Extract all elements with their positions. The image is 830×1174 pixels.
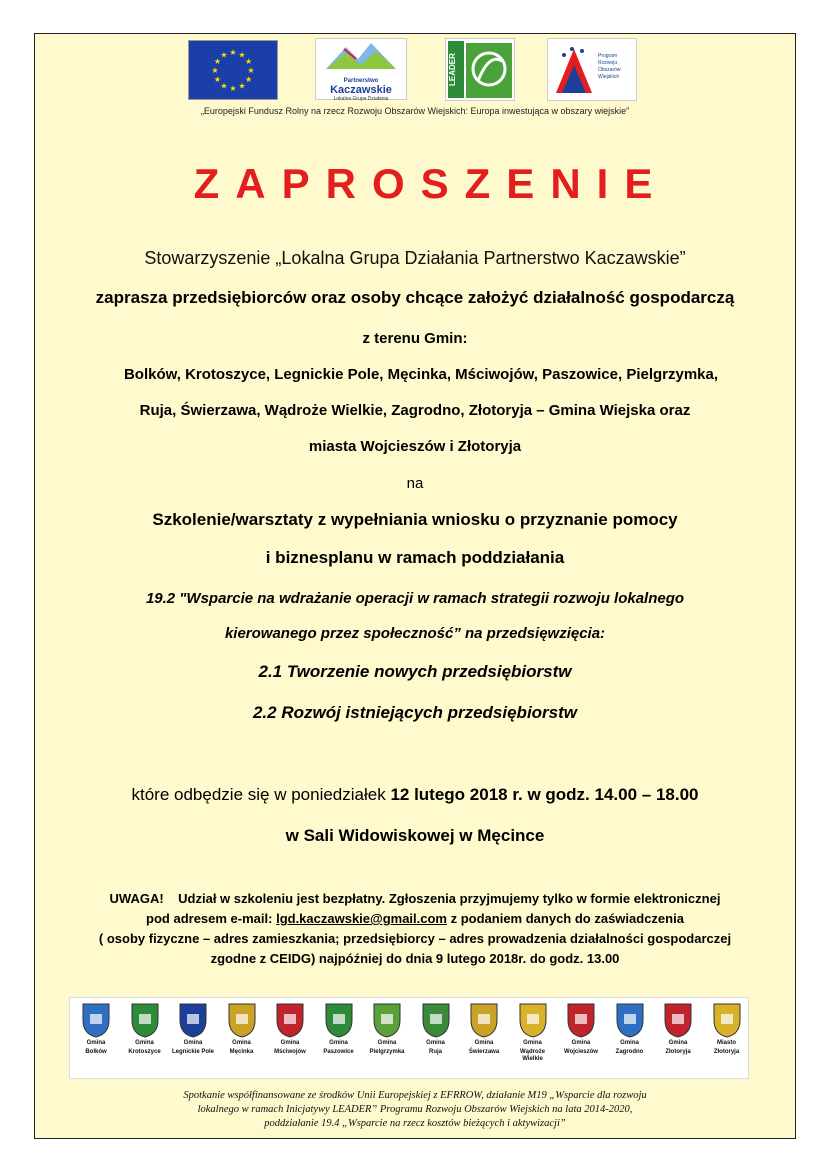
crest-label-2: Bolków <box>85 1049 107 1055</box>
crest-shield-icon <box>324 1002 354 1038</box>
eu-star-icon: ★ <box>211 66 219 75</box>
gmina-crest <box>607 1002 653 1056</box>
crest-shield-icon <box>372 1002 402 1038</box>
kaczawskie-logo <box>315 38 407 100</box>
prow-flag-icon <box>552 43 596 97</box>
gmina-crest <box>461 1002 507 1056</box>
eu-star-icon: ★ <box>247 66 255 75</box>
gmina-crest <box>73 1002 119 1056</box>
project-2: 2.2 Rozwój istniejących przedsiębiorstw <box>252 703 578 722</box>
crest-shield-icon <box>566 1002 596 1038</box>
eu-star-icon: ★ <box>229 48 237 57</box>
crest-label-1: Gmina <box>329 1040 348 1046</box>
event-when-prefix: które odbędzie się w poniedziałek <box>131 785 391 804</box>
notes-line-2-suffix: z podaniem danych do zaświadczenia <box>447 911 684 926</box>
crest-label-2: Mściwojów <box>274 1049 306 1055</box>
crest-label-1: Gmina <box>474 1040 494 1046</box>
kaczawskie-sub: Lokalna Grupa Działania <box>333 96 389 102</box>
footer-line-2: lokalnego w ramach Inicjatywy LEADER” Programu Rozwoju Obszarów Wiejskich na lata 2014-2020, <box>197 1104 633 1115</box>
gmina-crest <box>316 1002 362 1056</box>
area-intro: z terenu Gmin: <box>362 330 468 347</box>
crest-label-2: Pielgrzymka <box>369 1049 405 1055</box>
gmina-crest <box>170 1002 216 1056</box>
gmina-crest <box>122 1002 168 1056</box>
crest-label-1: Gmina <box>426 1040 445 1046</box>
event-when <box>35 785 795 805</box>
invite-line: zaprasza przedsiębiorców oraz osoby chcące założyć działalność gospodarczą <box>95 288 735 307</box>
crest-label-1: Gmina <box>377 1040 397 1046</box>
crest-shield-icon <box>421 1002 451 1038</box>
eu-star-icon: ★ <box>245 75 253 84</box>
project-1: 2.1 Tworzenie nowych przedsiębiorstw <box>258 662 572 681</box>
crest-shield-icon <box>81 1002 111 1038</box>
gmina-crest <box>510 1002 556 1063</box>
crest-label-2: Ruja <box>428 1049 442 1055</box>
eu-fund-quote: „Europejski Fundusz Rolny na rzecz Rozwoju Obszarów Wiejskich: Europa inwestująca w obszary wiejskie” <box>200 106 630 116</box>
crest-label-1: Gmina <box>280 1040 300 1046</box>
crest-shield-icon <box>663 1002 693 1038</box>
event-where: w Sali Widowiskowej w Męcince <box>285 826 545 845</box>
crest-label-2: Wojcieszów <box>564 1049 598 1055</box>
crest-shield-icon <box>518 1002 548 1038</box>
crest-label-1: Gmina <box>86 1040 106 1046</box>
eu-star-icon: ★ <box>238 50 246 60</box>
gminy-line-1: Bolków, Krotoszyce, Legnickie Pole, Męcinka, Mściwojów, Paszowice, Pielgrzymka, <box>123 366 719 383</box>
crest-label-2: Złotoryja <box>665 1049 691 1055</box>
training-line-1: Szkolenie/warsztaty z wypełniania wniosku o przyznanie pomocy <box>152 510 678 529</box>
invitation-page <box>34 33 796 1139</box>
crest-shield-icon <box>469 1002 499 1038</box>
crest-shield-icon <box>275 1002 305 1038</box>
gmina-crest <box>655 1002 701 1056</box>
leaf-icon <box>466 43 512 98</box>
crest-label-1: Gmina <box>232 1040 251 1046</box>
measure-line-2: kierowanego przez społeczność” na przedsięwzięcia: <box>224 625 606 642</box>
eu-star-icon: ★ <box>238 81 246 91</box>
gmina-crest <box>364 1002 410 1056</box>
crest-label-2: Złotoryja <box>713 1049 740 1055</box>
eu-flag-logo <box>188 40 278 100</box>
crest-shield-icon <box>178 1002 208 1038</box>
page-title: ZAPROSZENIE <box>193 160 669 207</box>
prow-logo <box>547 38 637 101</box>
crest-label-2: Paszowice <box>323 1049 354 1055</box>
crest-label-2: Krotoszyce <box>128 1049 161 1055</box>
crest-label-2: Męcinka <box>229 1049 254 1055</box>
crest-label-2: Legnickie Pole <box>171 1049 214 1055</box>
crest-label-1: Gmina <box>571 1040 591 1046</box>
crest-label-1: Miasto <box>716 1040 736 1046</box>
crest-label-1: Gmina <box>523 1040 542 1046</box>
mountains-icon <box>316 39 406 73</box>
crest-shield-icon <box>712 1002 742 1038</box>
training-line-2: i biznesplanu w ramach poddziałania <box>265 548 565 567</box>
eu-star-icon: ★ <box>220 50 228 60</box>
kaczawskie-top: Partnerstwo <box>343 78 379 84</box>
notes-line-3: ( osoby fizyczne – adres zamieszkania; przedsiębiorcy – adres prowadzenia działalności gospodarczej <box>98 931 732 946</box>
footer-note <box>35 1089 795 1131</box>
notes-block <box>35 889 795 969</box>
gmina-crest <box>558 1002 604 1056</box>
crest-shield-icon <box>615 1002 645 1038</box>
email-link[interactable]: lgd.kaczawskie@gmail.com <box>276 911 447 926</box>
notes-line-1: UWAGA! Udział w szkoleniu jest bezpłatny. Zgłoszenia przyjmujemy tylko w formie elektronicznej <box>109 891 721 906</box>
gmina-crest <box>413 1002 459 1056</box>
crest-label-1: Gmina <box>135 1040 154 1046</box>
eu-star-icon: ★ <box>213 57 221 66</box>
leader-logo <box>445 38 515 101</box>
gminy-line-3: miasta Wojcieszów i Złotoryja <box>308 438 522 455</box>
notes-line-2-prefix: pod adresem e-mail: <box>146 911 277 926</box>
gmina-crest <box>267 1002 313 1056</box>
crest-label-2: Wądroże Wielkie <box>519 1049 545 1062</box>
crest-shield-icon <box>227 1002 257 1038</box>
crests-strip <box>69 997 749 1079</box>
gminy-line-2: Ruja, Świerzawa, Wądroże Wielkie, Zagrodno, Złotoryja – Gmina Wiejska oraz <box>139 402 691 419</box>
eu-star-icon: ★ <box>245 57 253 66</box>
leader-text: LEADER <box>448 53 457 86</box>
measure-line-1: 19.2 "Wsparcie na wdrażanie operacji w ramach strategii rozwoju lokalnego <box>145 590 685 607</box>
prow-text: Program Rozwoju Obszarów Wiejskich <box>598 53 621 80</box>
eu-stars-icon <box>189 41 277 99</box>
crest-label-1: Gmina <box>620 1040 639 1046</box>
notes-line-2 <box>35 909 795 929</box>
crest-label-2: Zagrodno <box>615 1049 644 1055</box>
eu-star-icon: ★ <box>213 75 221 84</box>
gmina-crest <box>219 1002 265 1056</box>
eu-star-icon: ★ <box>220 81 228 91</box>
crest-label-1: Gmina <box>183 1040 203 1046</box>
footer-line-3: poddziałanie 19.4 „Wsparcie na rzecz kosztów bieżących i aktywizacji” <box>264 1118 566 1129</box>
crest-label-1: Gmina <box>668 1040 688 1046</box>
kaczawskie-name: Kaczawskie <box>330 84 392 96</box>
event-date-time: 12 lutego 2018 r. w godz. 14.00 – 18.00 <box>390 785 699 804</box>
notes-line-4: zgodne z CEIDG) najpóźniej do dnia 9 lutego 2018r. do godz. 13.00 <box>210 951 620 966</box>
footer-line-1: Spotkanie współfinansowane ze środków Unii Europejskiej z EFRROW, działanie M19 „Wsparcie dla rozwoju <box>183 1090 647 1101</box>
crest-shield-icon <box>130 1002 160 1038</box>
organizer: Stowarzyszenie „Lokalna Grupa Działania Partnerstwo Kaczawskie” <box>144 248 686 268</box>
na-text: na <box>406 475 424 492</box>
crest-label-2: Świerzawa <box>468 1049 500 1055</box>
gmina-crest <box>704 1002 750 1056</box>
eu-star-icon: ★ <box>229 84 237 93</box>
